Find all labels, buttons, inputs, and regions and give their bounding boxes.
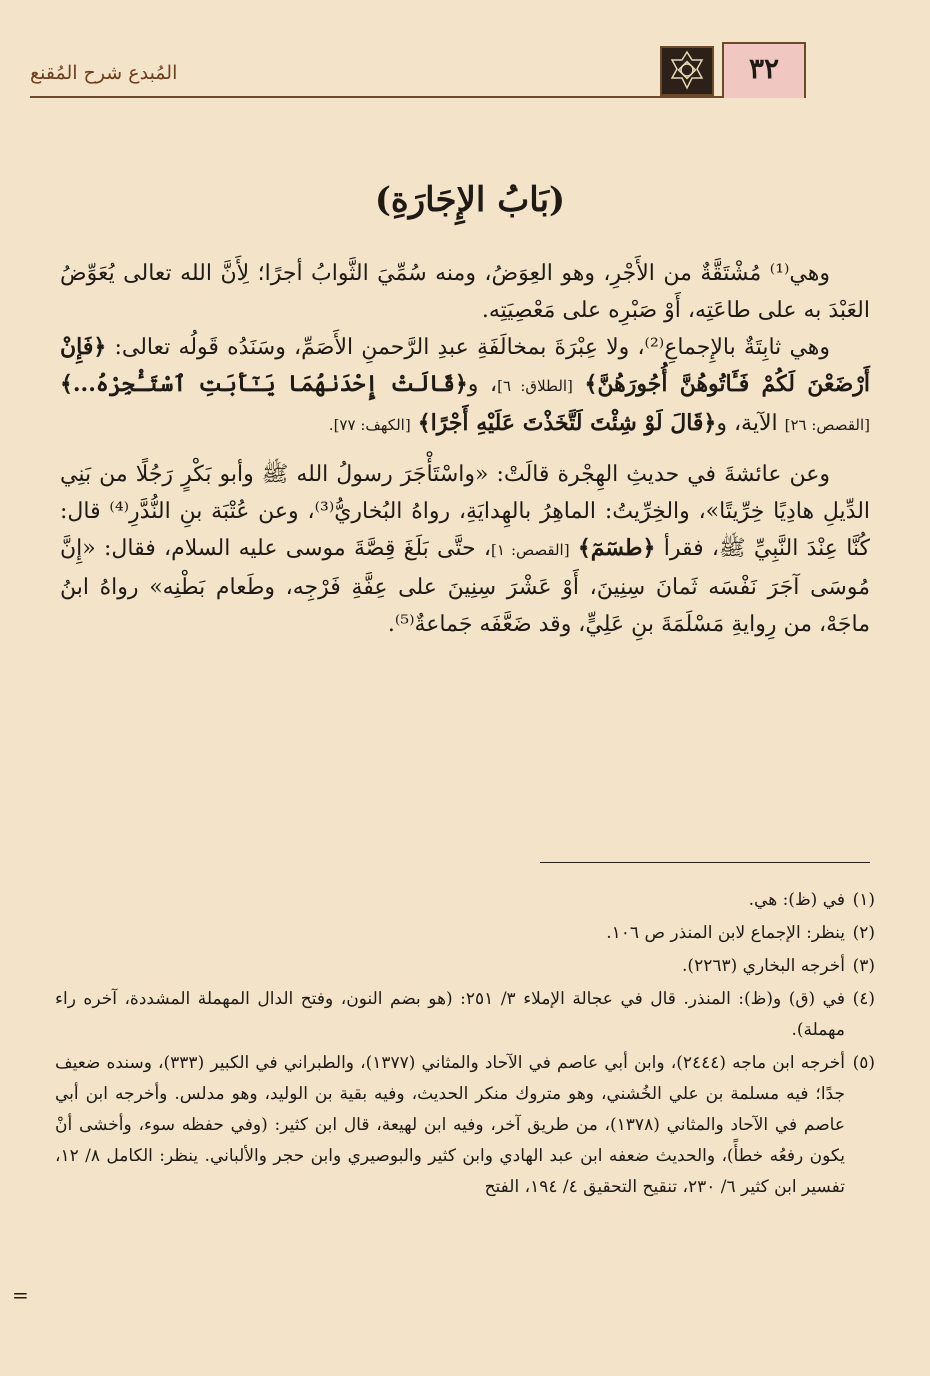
footnote-number: (٢) (852, 923, 875, 943)
p2-text-b: ، و (467, 372, 498, 397)
footnote-text: أخرجه ابن ماجه (٢٤٤٤)، وابن أبي عاصم في الآحاد والمثاني (١٣٧٧)، والطبراني في الكبير (٣٣٣)، وسنده ضعيف جدًا؛ فيه مسلمة بن علي الخُشني، وهو متروك منكر الحديث، وفيه بقية بن الوليد، وهو مدلس. وأخرجه ابن أبي عاصم في الآحاد والمثاني (١٣٧٨)، من طريق آخر، وفيه ابن لهيعة، قال ابن كثير: (وفي حفظه سوء، وأخشى أنْ يكون رفعُه خطأً)، والحديث ضعفه ابن عبد الهادي وابن كثير والبوصيري وابن حجر والألباني. ينظر: الكامل ٨/ ١٢، تفسير ابن كثير ٦/ ٢٣٠، تنقيح التحقيق ٤/ ١٩٤، الفتح (55, 1053, 845, 1197)
footnote-number: (٤) (852, 989, 875, 1009)
running-book-title: المُبدع شرح المُقنع (30, 62, 178, 84)
verse-reference: [القصص: ١] (490, 541, 570, 559)
quran-verse: ﴿طسٓمٓ﴾ (577, 535, 656, 561)
footnote (55, 951, 875, 982)
verse-reference: [الطلاق: ٦] (497, 377, 573, 395)
quran-verse: ﴿قَالَ لَوْ شِئْتَ لَتَّخَذْتَ عَلَيْهِ أَجْرًا﴾ (417, 410, 717, 436)
footnote-number: (٣) (852, 956, 875, 976)
chapter-heading: (بَابُ الإِجَارَةِ) (374, 180, 566, 220)
footnote-text: في (ظ): هي. (748, 890, 845, 910)
footnote (55, 918, 875, 949)
paragraph-3 (60, 456, 870, 643)
footnote-number: (٥) (852, 1053, 875, 1073)
p2-text-c: الآية (741, 411, 778, 436)
footnote (55, 984, 875, 1046)
footnote-text: في (ق) و(ظ): المنذر. قال في عجالة الإملاء ٣/ ٢٥١: (هو بضم النون، وفتح الدال المهملة المشددة، آخره راء مهملة). (55, 989, 845, 1040)
footnotes (55, 885, 875, 1205)
p3-text-b: ، حتَّى بَلَغَ قِصَّةَ موسى عليه السلام، فقال: «إِنَّ مُوسَى آجَرَ نَفْسَه ثَمانَ سِنِينَ، أَوْ عَشْرَ سِنِينَ على عِفَّةِ فَرْجِه، وطَعام بَطْنِه» رواهُ ابنُ ماجَهْ، من رِوايةِ مَسْلَمَةَ بنِ عَلِيٍّ، وقد ضَعَّفَه جَماعةٌ⁽⁵⁾. (60, 536, 870, 637)
header-rule (30, 96, 805, 98)
footnote-text: أخرجه البخاري (٢٢٦٣). (682, 956, 845, 976)
quran-verse: ﴿قَالَتْ إِحْدَىٰهُمَا يَـٰٓأَبَتِ ٱسْتَـْٔجِرْهُ...﴾ (60, 371, 468, 397)
footnote (55, 885, 875, 916)
quran-verse: ﴿فَإِنْ أَرْضَعْنَ لَكُمْ فَـَٔاتُوهُنَّ أُجُورَهُنَّ﴾ (60, 334, 870, 397)
paragraph-2 (60, 329, 870, 444)
p3-text-a: وعن عائشةَ في حديثِ الهِجْرة قالَتْ: «واسْتَأْجَرَ رسولُ الله ﷺ وأبو بَكْرٍ رَجُلًا من بَنِي الدِّيلِ هادِيًا خِرِّيتًا»، والخِرِّيتُ: الماهِرُ بالهِدايَةِ، رواهُ البُخاريُّ⁽³⁾، وعن عُتْبَة بنِ النُّدَّرِ⁽⁴⁾ قال: كُنَّا عِنْدَ النَّبِيِّ ﷺ، فقرأ (60, 462, 871, 561)
verse-reference: [الكهف: ٧٧]. (328, 416, 411, 434)
page-number-box (722, 42, 806, 98)
page-number: ٣٢ (748, 52, 780, 85)
main-text (60, 255, 870, 643)
footnote-text: ينظر: الإجماع لابن المنذر ص ١٠٦. (606, 923, 845, 943)
continuation-mark: = (12, 1283, 29, 1307)
p2-text-a: وهي ثابِتَةٌ بالإِجماعِ⁽²⁾، ولا عِبْرَةَ بمخالَفَةِ عبدِ الرَّحمنِ الأَصَمِّ، وسَنَدُه قَولُه تعالى: (114, 335, 831, 360)
footnote-separator (540, 862, 870, 863)
geometric-ornament-icon (660, 46, 714, 96)
verse-reference: [القصص: ٢٦] (784, 416, 870, 434)
footnote (55, 1048, 875, 1203)
paragraph-1: وهي⁽¹⁾ مُشْتَقَّةٌ من الأَجْرِ، وهو العِوَضُ، ومنه سُمِّيَ الثَّوابُ أجرًا؛ لِأَنَّ الله تعالى يُعَوِّضُ العَبْدَ به على طاعَتِه، أَوْ صَبْرِه على مَعْصِيَتِه. (60, 261, 870, 323)
footnote-number: (١) (852, 890, 875, 910)
p2-text-d: ، و (716, 411, 742, 436)
